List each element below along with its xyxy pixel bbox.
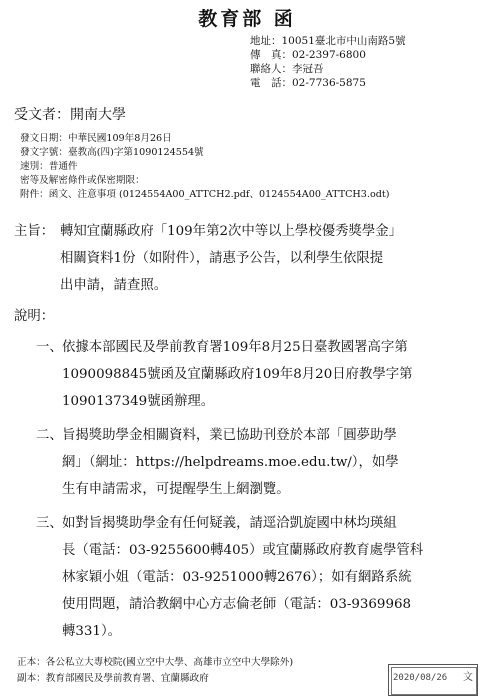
item-marker: 二、 xyxy=(36,428,63,443)
item-line: 依據本部國民及學前教育署109年8月25日臺教國署高字第 xyxy=(62,340,408,355)
number-line: 發文字號：臺教高(四)字第1090124554號 xyxy=(20,147,204,158)
stamp-text: 文 xyxy=(463,672,473,683)
official-stamp xyxy=(388,664,478,696)
secrecy-line: 密等及解密條件或保密期限： xyxy=(20,175,145,186)
item-line[interactable]: 網」（網址：https://helpdreams.moe.edu.tw/），如學 xyxy=(62,455,399,470)
copy-recipients: 副本：教育部國民及學前教育署、宜蘭縣政府 xyxy=(17,673,209,684)
fax-line: 傳 真：02-2397-6800 xyxy=(250,49,366,61)
item-line: 如對旨揭獎助學金有任何疑義，請逕洽凱旋國中林均瑛組 xyxy=(62,516,397,531)
item-line: 林家穎小姐（電話：03-9251000轉2676）；如有網路系統 xyxy=(62,570,412,585)
attachment-line[interactable]: 附件：函文、注意事項 (0124554A00_ATTCH2.pdf、0124554A00_ATTCH3.odt) xyxy=(20,189,390,200)
item-line: 長（電話：03-9255600轉405）或宜蘭縣政府教育處學管科 xyxy=(62,543,424,558)
item-line: 旨揭獎助學金相關資料，業已協助刊登於本部「圓夢助學 xyxy=(62,428,397,443)
item-line: 1090137349號函辦理。 xyxy=(62,394,215,409)
explanation-label: 說明： xyxy=(14,309,55,324)
contact-line: 聯絡人：李冠吾 xyxy=(250,63,324,75)
recipient-line: 受文者：開南大學 xyxy=(14,107,126,123)
subject-label: 主旨： xyxy=(14,224,55,239)
stamp-date: 2020/08/26 xyxy=(393,673,448,683)
item-line: 生有申請需求，可提醒學生上網瀏覽。 xyxy=(62,482,290,497)
document-title: 教育部 函 xyxy=(198,8,296,30)
phone-line: 電 話：02-7736-5875 xyxy=(250,77,366,89)
item-marker: 三、 xyxy=(36,516,63,531)
item-line: 使用問題，請洽教網中心方志倫老師（電話：03-9369968 xyxy=(62,597,412,612)
item-marker: 一、 xyxy=(36,340,63,355)
date-line: 發文日期：中華民國109年8月26日 xyxy=(20,133,172,144)
subject-line-3: 出申請，請查照。 xyxy=(60,278,168,293)
subject-line-2: 相關資料1份（如附件），請惠予公告，以利學生依限提 xyxy=(60,251,384,266)
address-line: 地址：10051臺北市中山南路5號 xyxy=(250,35,406,47)
main-recipients: 正本：各公私立大專校院(國立空中大學、高雄市立空中大學除外) xyxy=(17,657,294,668)
item-line: 轉331）。 xyxy=(62,624,122,639)
subject-line-1: 轉知宜蘭縣政府「109年第2次中等以上學校優秀獎學金」 xyxy=(60,224,403,239)
item-line: 1090098845號函及宜蘭縣政府109年8月20日府教學字第 xyxy=(62,367,413,382)
speed-line: 速別：普通件 xyxy=(20,161,78,172)
